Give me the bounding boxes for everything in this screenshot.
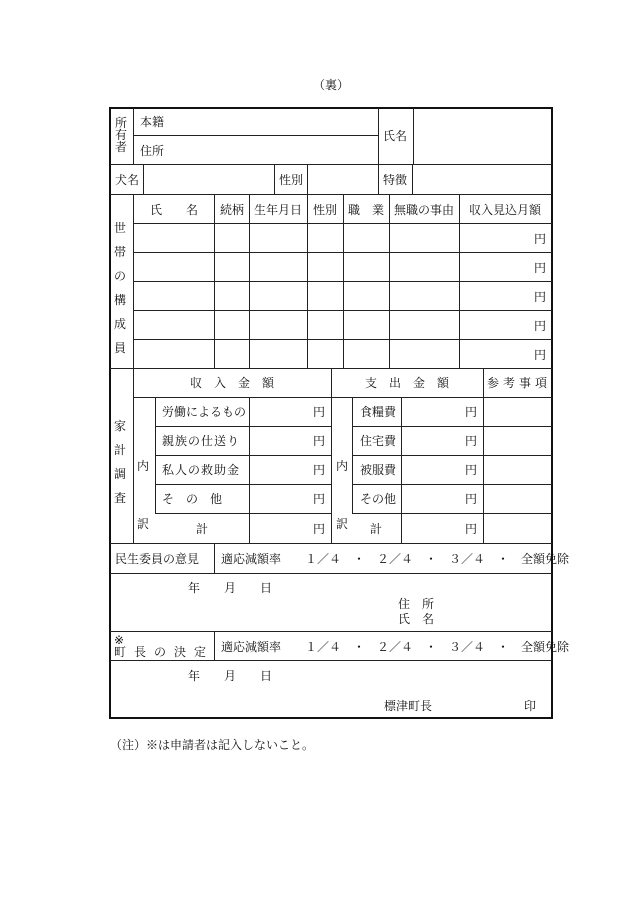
col-unemployed-reason: 無職の事由: [393, 203, 455, 217]
line: [110, 164, 552, 165]
welfare-opinion-label: 民生委員の意見: [115, 552, 200, 566]
honseki-label: 本籍: [140, 115, 165, 129]
page-side-label: （裏）: [312, 78, 350, 92]
welfare-rate-label: 適応減額率: [221, 552, 282, 566]
yen-unit: 円: [533, 232, 546, 246]
mayor-decision-label: 町長の決定: [114, 645, 215, 659]
line: [155, 484, 331, 485]
line: [155, 455, 331, 456]
footnote: （注）※は申請者は記入しないこと。: [110, 738, 315, 752]
line: [459, 194, 460, 368]
office-use-mark: ※: [114, 633, 125, 647]
line: [214, 631, 215, 660]
line: [412, 164, 413, 194]
tokucho-label: 特徴: [383, 173, 408, 187]
income-item-relatives: 親族の仕送り: [162, 434, 241, 448]
col-relation: 続柄: [219, 203, 245, 217]
line: [307, 194, 308, 368]
line: [307, 164, 308, 194]
mayor-title: 標津町長: [384, 699, 433, 713]
line: [249, 194, 250, 368]
yen-unit: 円: [464, 492, 477, 506]
income-item-other: そ の 他: [162, 492, 223, 506]
expense-item-food: 食糧費: [360, 405, 397, 419]
welfare-rate-options: １／４ ・ ２／４ ・ ３／４ ・ 全額免除: [305, 552, 570, 566]
line: [378, 164, 379, 194]
household-label: 世帯の構成員: [114, 221, 127, 355]
yen-unit: 円: [464, 434, 477, 448]
yen-unit: 円: [533, 261, 546, 275]
line: [110, 543, 552, 544]
mayor-rate-label: 適応減額率: [221, 640, 282, 654]
line: [133, 368, 134, 543]
expense-total-label: 計: [369, 522, 383, 536]
line: [110, 631, 552, 632]
line: [352, 397, 353, 514]
mayor-rate-options: １／４ ・ ２／４ ・ ３／４ ・ 全額免除: [305, 640, 570, 654]
owner-label: 所有者: [114, 116, 127, 154]
line: [155, 426, 331, 427]
line: [133, 194, 134, 368]
expense-item-clothing: 被服費: [360, 463, 397, 477]
line: [352, 455, 552, 456]
income-item-labor: 労働によるもの: [162, 405, 247, 419]
yen-unit: 円: [312, 405, 325, 419]
line: [413, 108, 414, 165]
yen-unit: 円: [464, 522, 477, 536]
yen-unit: 円: [533, 290, 546, 304]
line: [110, 660, 552, 661]
yen-unit: 円: [312, 463, 325, 477]
expense-item-other: その他: [360, 492, 397, 506]
shimei-label: 氏名: [383, 129, 408, 143]
income-breakdown-label: 内訳: [137, 459, 150, 531]
line: [343, 194, 344, 368]
line: [401, 397, 402, 543]
welfare-address-label: 住 所: [398, 597, 435, 611]
yen-unit: 円: [464, 405, 477, 419]
line: [389, 194, 390, 368]
expense-item-housing: 住宅費: [360, 434, 397, 448]
line: [249, 397, 250, 543]
expense-header: 支 出 金 額: [364, 376, 450, 390]
yen-unit: 円: [312, 522, 325, 536]
line: [110, 194, 552, 195]
welfare-date: 年 月 日: [188, 581, 273, 595]
line: [155, 513, 331, 514]
welfare-name-label: 氏 名: [398, 612, 435, 626]
line: [483, 368, 484, 543]
line: [214, 543, 215, 573]
line: [214, 194, 215, 368]
line: [155, 397, 156, 514]
line: [331, 368, 332, 543]
col-sex: 性別: [312, 203, 338, 217]
mayor-date: 年 月 日: [188, 669, 273, 683]
yen-unit: 円: [533, 319, 546, 333]
income-total-label: 計: [195, 522, 209, 536]
line: [378, 108, 379, 165]
col-name: 氏 名: [149, 203, 199, 217]
col-birthdate: 生年月日: [253, 203, 303, 217]
expense-breakdown-label: 内訳: [336, 459, 349, 531]
line: [110, 573, 552, 574]
income-header: 収 入 金 額: [189, 376, 275, 390]
line: [134, 397, 552, 398]
yen-unit: 円: [312, 434, 325, 448]
line: [352, 513, 552, 514]
yen-unit: 円: [533, 348, 546, 362]
line: [274, 164, 275, 194]
col-occupation: 職 業: [347, 203, 385, 217]
line: [134, 135, 378, 136]
line: [133, 108, 134, 165]
jusho-label: 住所: [140, 144, 165, 158]
budget-label: 家計調査: [114, 419, 127, 505]
seal-mark: 印: [524, 699, 537, 713]
yen-unit: 円: [312, 492, 325, 506]
line: [352, 484, 552, 485]
income-item-private-aid: 私人の救助金: [162, 463, 241, 477]
col-monthly-income: 収入見込月額: [468, 203, 542, 217]
line: [352, 426, 552, 427]
inumei-label: 犬名: [115, 173, 140, 187]
notes-header: 参考事項: [486, 376, 552, 390]
seibetsu-label: 性別: [279, 173, 304, 187]
yen-unit: 円: [464, 463, 477, 477]
line: [143, 164, 144, 194]
